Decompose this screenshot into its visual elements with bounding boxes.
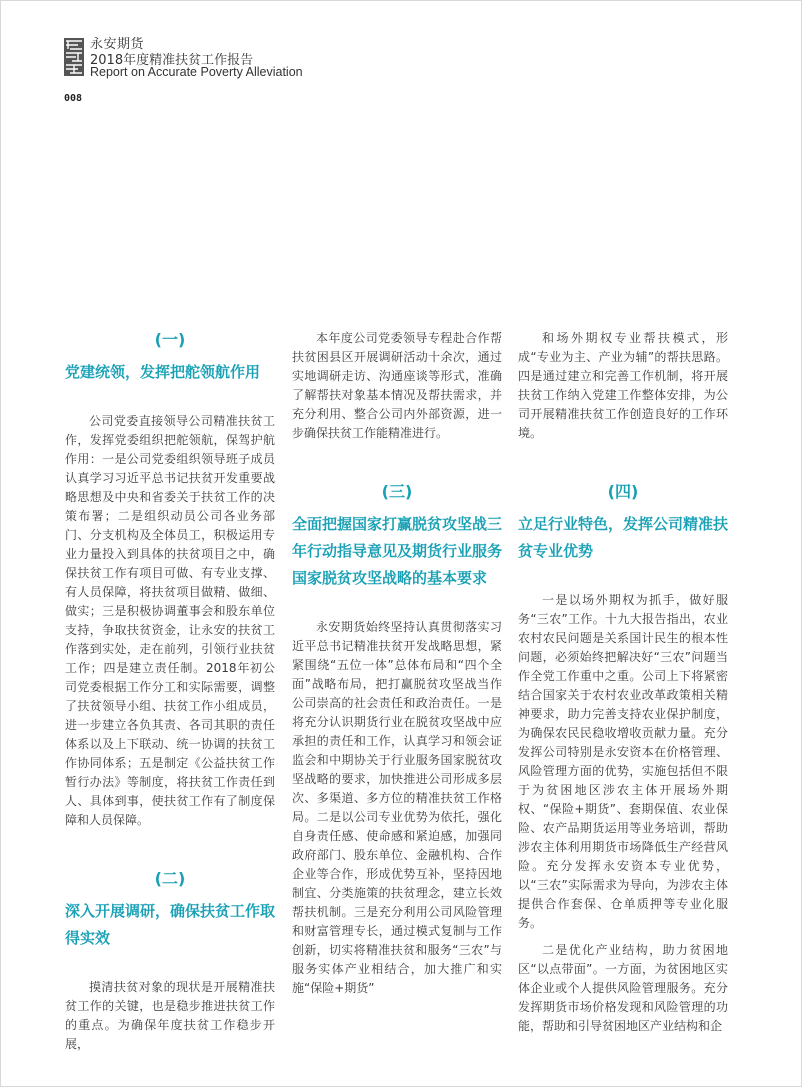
section-4-paragraph-2: 二是优化产业结构，助力贫困地区“以点带面”。一方面，为贫困地区实体企业或个人提供风险管理服务。充分发挥期货市场价格发现和风险管理的功能，帮助和引导贫困地区产业结构和企 xyxy=(518,943,728,1033)
section-2-title: 深入开展调研，确保扶贫工作取得实效 xyxy=(65,902,276,947)
section-3-number: (三) xyxy=(381,482,413,501)
section-4-title: 立足行业特色，发挥公司精准扶贫专业优势 xyxy=(518,515,729,560)
header-english-title: Report on Accurate Poverty Alleviation xyxy=(90,65,303,79)
section-2-continued-paragraph: 本年度公司党委领导专程赴合作帮扶贫困县区开展调研活动十余次，通过实地调研走访、沟通座谈等形式，准确了解帮扶对象基本情况及帮扶需求，并充分利用、整合公司内外部资源，进一步确保扶贫工作能精准进行。 xyxy=(292,331,502,440)
header-company-name: 永安期货 xyxy=(90,37,145,52)
header-report-title: 2018年度精准扶贫工作报告 xyxy=(90,53,254,68)
section-1-title: 党建统领，发挥把舵领航作用 xyxy=(65,363,261,381)
section-3-title: 全面把握国家打赢脱贫攻坚战三年行动指导意见及期货行业服务国家脱贫攻坚战略的基本要求 xyxy=(292,515,503,587)
section-3-continued-paragraph: 和场外期权专业帮扶模式，形成“专业为主、产业为辅”的帮扶思路。四是通过建立和完善工作机制，将开展扶贫工作纳入党建工作整体安排，为公司开展精准扶贫工作创造良好的工作环境。 xyxy=(518,331,728,440)
section-2-number: (二) xyxy=(154,869,186,888)
section-2-paragraph: 摸清扶贫对象的现状是开展精准扶贫工作的关键，也是稳步推进扶贫工作的重点。为确保年度扶贫工作稳步开展， xyxy=(65,980,275,1051)
section-3-paragraph: 永安期货始终坚持认真贯彻落实习近平总书记精准扶贫开发战略思想，紧紧围绕“五位一体”总体布局和“四个全面”战略布局，把打赢脱贫攻坚战当作公司崇高的社会责任和政治责任。一是将充分认识期货行业在脱贫攻坚战中应承担的责任和工作，认真学习和领会证监会和中期协关于行业服务国家脱贫攻坚战略的要求，加快推进公司形成多层次、多渠道、多方位的精准扶贫工作格局。二是以公司专业优势为依托，强化自身责任感、使命感和紧迫感，加强同政府部门、股东单位、金融机构、合作企业等合作，形成优势互补，坚持因地制宜、分类施策的扶贫理念，建立长效帮扶机制。三是充分利用公司风险管理和财富管理专长，通过模式复制与工作创新，切实将精准扶贫和服务“三农”与服务实体产业相结合，加大推广和实施“保险+期货” xyxy=(292,620,502,995)
section-1-number: (一) xyxy=(154,330,186,349)
column-3 xyxy=(518,329,728,1036)
page-number: 008 xyxy=(64,93,83,104)
column-1 xyxy=(65,329,275,1054)
company-logo-icon xyxy=(64,38,84,76)
column-2 xyxy=(292,329,502,998)
section-4-paragraph-1: 一是以场外期权为抓手，做好服务“三农”工作。十九大报告指出，农业农村农民问题是关系国计民生的根本性问题，必须始终把解决好“三农”问题当作全党工作重中之重。公司上下将紧密结合国家关于农村农业改革政策相关精神要求，助力完善支持农业保护制度，为确保农民民稳收增收贡献力量。充分发挥公司特别是永安资本在价格管理、风险管理方面的优势，实施包括但不限于为贫困地区涉农主体开展场外期权、“保险+期货”、套期保值、农业保险、农产品期货运用等业务培训，帮助涉农主体利用期货市场降低生产经营风险。充分发挥永安资本专业优势，以“三农”实际需求为导向，为涉农主体提供合作套保、仓单质押等专业化服务。 xyxy=(518,593,728,930)
section-1-paragraph: 公司党委直接领导公司精准扶贫工作，发挥党委组织把舵领航，保驾护航作用：一是公司党委组织领导班子成员认真学习习近平总书记扶贫开发重要战略思想及中央和省委关于扶贫工作的决策布署；二是组织动员公司各业务部门、分支机构及全体员工，积极运用专业力量投入到具体的扶贫项目之中，确保扶贫工作有项目可做、有专业支撑、有人员保障，将扶贫项目做精、做细、做实；三是积极协调董事会和股东单位支持，争取扶贫资金，让永安的扶贫工作落到实处，走在前列，引领行业扶贫工作；四是建立责任制。2018年初公司党委根据工作分工和实际需要，调整了扶贫领导小组、扶贫工作小组成员，进一步建立各负其责、各司其职的责任体系以及上下联动、统一协调的扶贫工作协同体系；五是制定《公益扶贫工作暂行办法》等制度，将扶贫工作责任到人、具体到事，使扶贫工作有了制度保障和人员保障。 xyxy=(65,414,275,827)
section-4-number: (四) xyxy=(607,482,639,501)
